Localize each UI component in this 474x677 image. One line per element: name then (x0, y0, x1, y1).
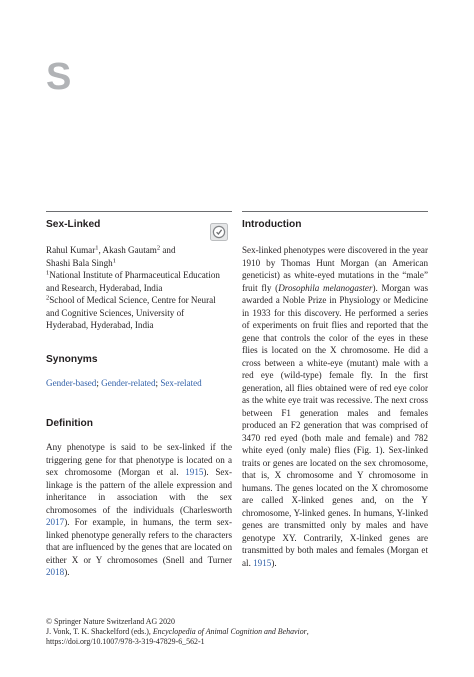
affiliation-marker: 2 (46, 294, 50, 302)
synonym-link[interactable]: Gender-based (46, 378, 97, 388)
title-rule (46, 211, 232, 212)
author-separator: , (98, 245, 103, 255)
affiliation (46, 294, 224, 332)
affiliation (46, 269, 224, 294)
definition-text-run: ). Sex-linkage is the pattern of the allele expression and inheritance in association with the sex chromosomes of the individuals (Charlesworth (46, 467, 232, 515)
introduction-rule (242, 211, 428, 212)
synonym-separator: ; (96, 378, 102, 388)
affiliation-marker: 1 (46, 269, 50, 277)
introduction-text-run: ). (271, 557, 277, 568)
author-name: Rahul Kumar (46, 245, 96, 255)
author-name: Akash Gautam (102, 245, 157, 255)
citation-link[interactable]: 1915 (185, 467, 204, 477)
copyright-line: © Springer Nature Switzerland AG 2020 (46, 617, 175, 626)
affiliation-marker: 1 (112, 257, 116, 264)
affiliation-text: School of Medical Science, Centre for Neural and Cognitive Sciences, University of Hyderabad, Hyderabad, India (46, 295, 216, 330)
author-separator: and (160, 245, 176, 255)
citation-link[interactable]: 2017 (46, 517, 65, 527)
author-line (46, 244, 232, 257)
synonyms-heading: Synonyms (46, 354, 98, 365)
introduction-text-run: Sex-linked phenotypes were discovered in the year 1910 by Thomas Hunt Morgan (an American geneticist) as white-eyed mutations in the “male” fruit fly ( (242, 245, 428, 293)
author-block (46, 244, 232, 332)
author-name: Shashi Bala Singh (46, 257, 113, 268)
synonyms-list (46, 377, 232, 390)
definition-heading: Definition (46, 418, 93, 429)
affiliation-text: National Institute of Pharmaceutical Education and Research, Hyderabad, India (46, 270, 220, 293)
doi-link[interactable]: https://doi.org/10.1007/978-3-319-47829-6_562-1 (46, 637, 205, 646)
affiliation-marker: 2 (156, 244, 161, 252)
crossmark-icon[interactable] (210, 223, 228, 241)
citation-punctuation: , (306, 627, 309, 636)
definition-text-run: Any phenotype is said to be sex-linked if the triggering gene for that phenotype is located on a sex chromosome (Morgan et al. (46, 442, 232, 477)
introduction-text-run: ). Morgan was awarded a Noble Prize in Physiology or Medicine in 1933 for this discovery. He performed a series of experiments on fruit flies and reported that the gene that controls the color of the eyes in these flies is located on the X chromosome. He did a cross between a white-eye (mutant) male with a red eye (wild-type) female fly. In the first generation, all flies obtained were of red eye color as the white eye trait was recessive. The next cross between F1 generation males and females produced an F2 generation that was comprised of 3470 red eyed (both male and female) and 782 white eyed (only male) flies (Fig. 1). Sex-linked traits or genes are located on the sex chromosome, that is, X chromosome and Y chromosome in humans. The genes located on the X chromosome are called X-linked genes and, on the Y chromosome, Y-linked genes. In humans, Y-linked genes are transmitted only by males and have genotype XY. Contrarily, X-linked genes are transmitted by both males and females (Morgan et al. (242, 282, 428, 568)
definition-text-run: ). For example, in humans, the term sex-linked phenotype generally refers to the characters that are influenced by the genes that are located on either X or Y chromosomes (Snell and Turner (46, 517, 232, 565)
editors-text: J. Vonk, T. K. Shackelford (eds.), (46, 627, 153, 636)
introduction-text (242, 244, 428, 569)
introduction-heading: Introduction (242, 219, 302, 230)
citation-line (46, 627, 436, 637)
synonym-link[interactable]: Gender-related (101, 378, 156, 388)
definition-text-run: ). (64, 567, 70, 577)
section-letter: S (46, 56, 72, 98)
synonym-link[interactable]: Sex-related (160, 378, 202, 388)
definition-text (46, 441, 232, 579)
affiliation-marker: 1 (95, 244, 99, 252)
citation-link[interactable]: 1915 (253, 557, 272, 568)
citation-link[interactable]: 2018 (46, 567, 65, 577)
entry-title: Sex-Linked (46, 219, 101, 230)
author-line (46, 257, 232, 270)
synonym-separator: ; (155, 378, 161, 388)
species-name: Drosophila melanogaster (278, 282, 373, 293)
book-title: Encyclopedia of Animal Cognition and Behavior (152, 627, 307, 636)
